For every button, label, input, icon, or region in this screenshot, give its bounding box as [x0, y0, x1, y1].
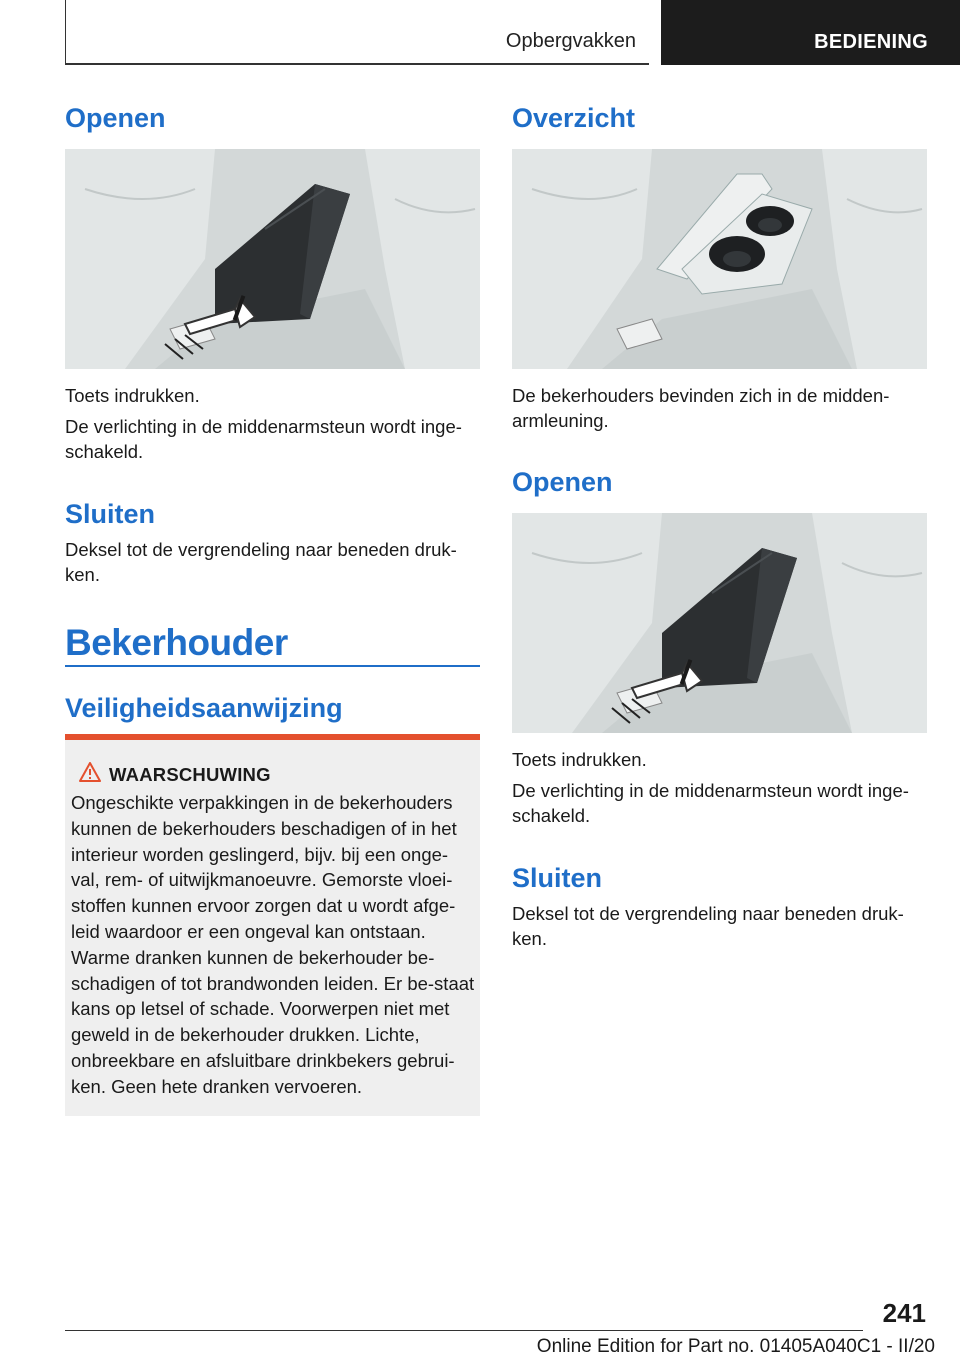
- header-chapter-label: BEDIENING: [814, 31, 928, 53]
- armrest-closed-illustration: [65, 149, 480, 369]
- sluiten-text: Deksel tot de vergrendeling naar beneden druk-ken.: [65, 539, 457, 585]
- heading-sluiten-right: Sluiten: [512, 863, 603, 893]
- sluiten-text-right: Deksel tot de vergrendeling naar beneden druk-ken.: [512, 903, 904, 949]
- warning-text: Ongeschikte verpakkingen in de bekerhouders kunnen de bekerhouders beschadigen of in het interieur worden geslingerd, bijv. bij een onge-val, rem- of uitwijkmanoeuvre. Gemorste vloei-stoffen kunnen ervoor zorgen dat u wordt afge-leid waardoor er een ongeval kan ontstaan. Warme dranken kunnen de bekerhouder be-schadigen of tot brandwonden leiden. Er be-staat kans op letsel of schade. Voorwerpen niet met geweld in de bekerhouder drukken. Lichte, onbreekbare en afsluitbare drinkbekers gebrui-ken. Geen hete dranken vervoeren.: [71, 792, 475, 1097]
- header-bottom-rule: [65, 63, 649, 65]
- heading-openen-right: Openen: [512, 467, 613, 497]
- heading-sluiten: Sluiten: [65, 499, 156, 529]
- armrest-open-illustration: [512, 149, 927, 369]
- openen-step-1-right: Toets indrukken.: [512, 749, 647, 770]
- header-section-title: Opbergvakken: [505, 30, 636, 52]
- warning-box: [65, 734, 480, 1116]
- armrest-closed-illustration-right: [512, 513, 927, 733]
- page-number: 241: [882, 1298, 926, 1328]
- warning-bar: [65, 734, 480, 740]
- heading-bekerhouder: Bekerhouder: [65, 622, 288, 663]
- heading-veiligheidsaanwijzing: Veiligheidsaanwijzing: [65, 693, 343, 723]
- figure-armrest-closed: [65, 149, 480, 369]
- figure-armrest-closed-right: [512, 513, 927, 733]
- footer-edition-text: Online Edition for Part no. 01405A040C1 - II/20: [536, 1336, 935, 1357]
- bekerhouder-rule: [65, 665, 480, 667]
- overzicht-text: De bekerhouders bevinden zich in de midden-armleuning.: [512, 385, 890, 431]
- figure-armrest-open: [512, 149, 927, 369]
- openen-step-2: De verlichting in de middenarmsteun wordt inge-schakeld.: [65, 416, 462, 462]
- header-chapter-tab: [661, 0, 960, 65]
- heading-openen: Openen: [65, 103, 166, 133]
- warning-triangle-icon: [79, 762, 101, 782]
- openen-step-2-right: De verlichting in de middenarmsteun wordt inge-schakeld.: [512, 780, 909, 826]
- openen-step-1: Toets indrukken.: [65, 385, 200, 406]
- heading-overzicht: Overzicht: [512, 103, 636, 133]
- footer-rule: [65, 1330, 863, 1331]
- warning-title: WAARSCHUWING: [109, 764, 271, 785]
- header-left-rule: [65, 0, 66, 64]
